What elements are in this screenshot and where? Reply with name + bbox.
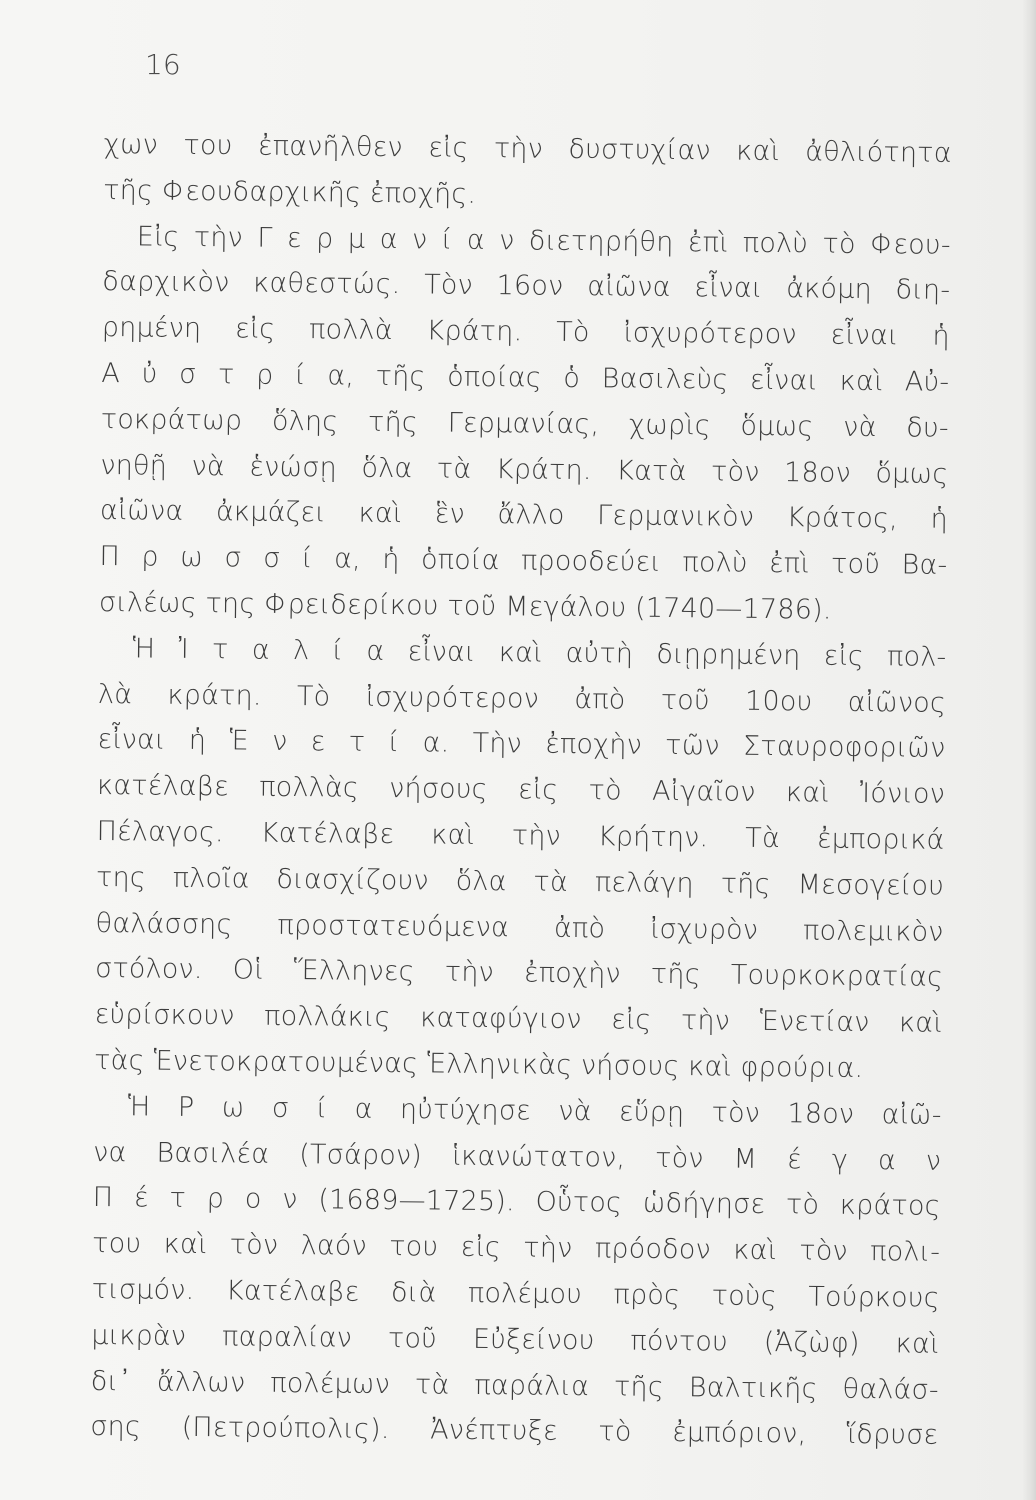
text-line: Π ρ ω σ σ ί α, ἡ ὁποία προοδεύει πολὺ ἐπὶ τοῦ Βα- [99,541,948,582]
text-line: θαλάσσης προστατευόμενα ἀπὸ ἰσχυρὸν πολεμικὸν [95,907,944,948]
text-line: εἶναι ἡ Ἑ ν ε τ ί α. Τὴν ἐποχὴν τῶν Σταυροφοριῶν [97,724,946,765]
text-line: λὰ κράτη. Τὸ ἰσχυρότερον ἀπὸ τοῦ 10ου αἰῶνος [97,678,947,719]
text-line: να Βασιλέα (Τσάρον) ἱκανώτατον, τὸν Μ έ γ α ν [93,1136,942,1177]
text-line: δι᾿ ἄλλων πολέμων τὰ παράλια τῆς Βαλτικῆς θαλάσ- [90,1365,939,1406]
text-line: Εἰς τὴν Γ ε ρ μ α ν ί α ν διετηρήθη ἐπὶ πολὺ τὸ Φεου- [136,220,951,261]
text-line: Ἡ Ἰ τ α λ ί α εἶναι καὶ αὐτὴ διῃρημένη εἰς πολ- [132,633,947,673]
text-line: Α ὐ σ τ ρ ί α, τῆς ὁποίας ὁ Βασιλεὺς εἶναι καὶ Αὐ- [101,357,950,398]
text-line: χων του ἐπανῆλθεν εἰς τὴν δυστυχίαν καὶ ἀθλιότητα [103,128,952,169]
text-line: ρημένη εἰς πολλὰ Κράτη. Τὸ ἰσχυρότερον εἶναι ἡ [101,312,950,353]
text-line: στόλον. Οἱ Ἕλληνες τὴν ἐποχὴν τῆς Τουρκοκρατίας [94,953,944,994]
text-line: σης (Πετρούπολις). Ἀνέπτυξε τὸ ἐμπόριον, ἵδρυσε [90,1411,939,1452]
text-line: τὰς Ἑνετοκρατουμένας Ἑλληνικὰς νήσους καὶ φρούρια. [94,1044,864,1084]
text-line: του καὶ τὸν λαόν του εἰς τὴν πρόοδον καὶ τὸν πολι- [92,1228,941,1268]
text-line: σιλέως της Φρειδερίκου τοῦ Μεγάλου (1740—1786). [98,586,832,626]
page-edge-shadow [1022,0,1036,1500]
body-text [90,122,952,1459]
text-line: Πέλαγος. Κατέλαβε καὶ τὴν Κρήτην. Τὰ ἐμπορικά [96,815,945,856]
text-line: εὑρίσκουν πολλάκις καταφύγιον εἰς τὴν Ἑνετίαν καὶ [94,999,943,1039]
text-line: νηθῇ νὰ ἑνώσῃ ὅλα τὰ Κράτη. Κατὰ τὸν 18ον ὅμως [100,449,949,490]
text-line: μικρὰν παραλίαν τοῦ Εὐξείνου πόντου (Ἀζὼφ) καὶ [91,1319,940,1360]
text-line: τῆς Φεουδαρχικῆς ἐποχῆς. [103,174,477,210]
text-line: τισμόν. Κατέλαβε διὰ πολέμου πρὸς τοὺς Τούρκους [91,1273,940,1314]
text-line: κατέλαβε πολλὰς νήσους εἰς τὸ Αἰγαῖον καὶ Ἰόνιον [96,770,946,810]
text-line: αἰῶνα ἀκμάζει καὶ ἓν ἄλλο Γερμανικὸν Κράτος, ἡ [99,495,949,536]
text-line: Ἡ Ρ ω σ ί α ηὐτύχησε νὰ εὕρῃ τὸν 18ον αἰῶ- [127,1091,942,1131]
text-line: της πλοῖα διασχίζουν ὅλα τὰ πελάγη τῆς Μεσογείου [95,861,945,902]
text-line: Π έ τ ρ ο ν (1689—1725). Οὗτος ὡδήγησε τὸ κράτος [92,1182,941,1223]
text-line: δαρχικὸν καθεστώς. Τὸν 16ον αἰῶνα εἶναι ἀκόμη διη- [102,266,951,307]
text-line: τοκράτωρ ὅλης τῆς Γερμανίας, χωρὶς ὅμως νὰ δυ- [100,403,950,444]
page-number: 16 [145,48,181,81]
